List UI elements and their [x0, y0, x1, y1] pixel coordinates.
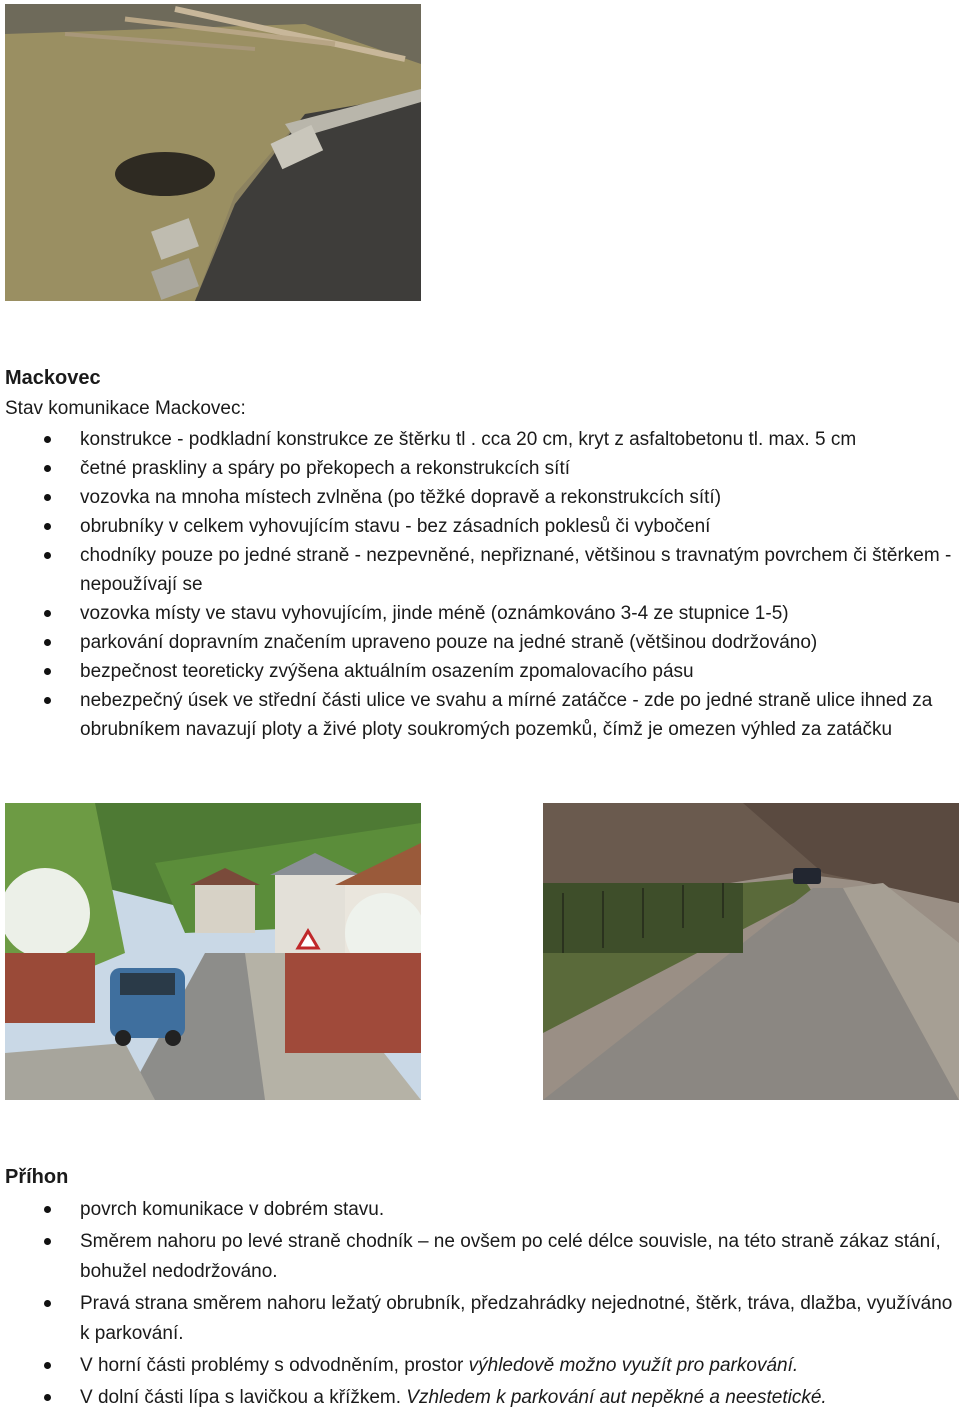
list-item: obrubníky v celkem vyhovujícím stavu - bez zásadních poklesů či vybočení [0, 512, 955, 541]
list-item: povrch komunikace v dobrém stavu. [0, 1195, 955, 1225]
list-item: V horní části problémy s odvodněním, prostor výhledově možno využít pro parkování. [0, 1351, 955, 1381]
list-item: četné praskliny a spáry po překopech a rekonstrukcích sítí [0, 454, 955, 483]
section-heading-mackovec: Mackovec [5, 367, 101, 389]
section-intro: Stav komunikace Mackovec: [5, 398, 246, 419]
list-item: chodníky pouze po jedné straně - nezpevněné, nepřiznané, většinou s travnatým povrchem či štěrkem - nepoužívají se [0, 541, 955, 599]
rural-road-photo [543, 803, 959, 1100]
list-item: Pravá strana směrem nahoru ležatý obrubník, předzahrádky nejednotné, štěrk, tráva, dlažba, využíváno k parkování. [0, 1289, 955, 1349]
list-item: V dolní části lípa s lavičkou a křížkem. Vzhledem k parkování aut nepěkné a neestetické. [0, 1383, 955, 1413]
list-item: nebezpečný úsek ve střední části ulice ve svahu a mírné zatáčce - zde po jedné straně ulice ihned za obrubníkem navazují ploty a živé ploty soukromých pozemků, čímž je omezen výhled za zatáčku [0, 686, 955, 744]
prihon-list [0, 1195, 955, 1415]
grass-slope-road-photo [5, 4, 421, 301]
mackovec-list [0, 425, 955, 744]
list-item: parkování dopravním značením upraveno pouze na jedné straně (většinou dodržováno) [0, 628, 955, 657]
street-with-car-photo [5, 803, 421, 1100]
list-item: bezpečnost teoreticky zvýšena aktuálním osazením zpomalovacího pásu [0, 657, 955, 686]
list-item: Směrem nahoru po levé straně chodník – ne ovšem po celé délce souvisle, na této straně zákaz stání, bohužel nedodržováno. [0, 1227, 955, 1287]
list-item: vozovka na mnoha místech zvlněna (po těžké dopravě a rekonstrukcích sítí) [0, 483, 955, 512]
list-item: konstrukce - podkladní konstrukce ze štěrku tl . cca 20 cm, kryt z asfaltobetonu tl. max. 5 cm [0, 425, 955, 454]
list-item: vozovka místy ve stavu vyhovujícím, jinde méně (oznámkováno 3-4 ze stupnice 1-5) [0, 599, 955, 628]
section-heading-prihon: Příhon [5, 1166, 69, 1188]
